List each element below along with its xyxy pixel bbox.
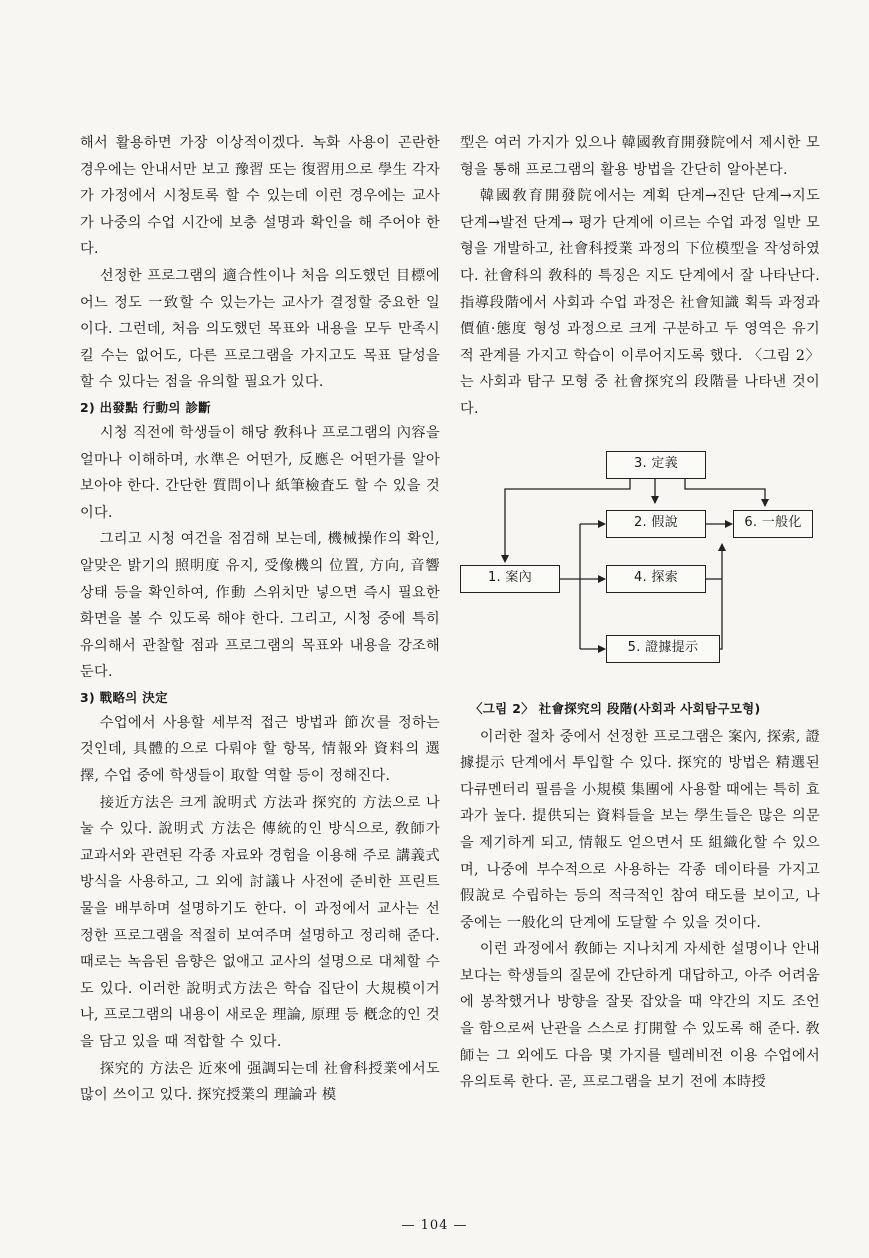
- paragraph: 이러한 절차 중에서 선정한 프로그램은 案內, 探索, 證據提示 단계에서 투입할 수 있다. 探究的 방법은 精選된 다큐멘터리 필름을 小規模 集團에 사용할 때에는 특히 효과가 높다. 提供되는 資料들을 보는 學生들은 많은 의문을 제기하게 되고, 情報도 얻으면서 또 組織化할 수 있으며, 나중에 부수적으로 사용하는 각종 데이타를 가지고 假說로 수립하는 등의 적극적인 참여 태도를 보이고, 나중에는 一般化의 단계에 도달할 수 있을 것이다.: [460, 728, 820, 931]
- section-heading: 3) 戰略의 決定: [80, 689, 168, 705]
- paragraph: 해서 활용하면 가장 이상적이겠다. 녹화 사용이 곤란한 경우에는 안내서만 보고 豫習 또는 復習用으로 學生 각자가 가정에서 시청토록 할 수 있는데 이런 경우에는 교사가 나중의 수업 시간에 보충 설명과 확인을 해 주어야 한다.: [80, 135, 440, 258]
- right-column: [460, 130, 820, 1096]
- section-heading: 2) 出發點 行動의 診斷: [80, 399, 211, 415]
- page-number: — 104 —: [401, 1218, 468, 1233]
- paragraph: 그리고 시청 여건을 점검해 보는데, 機械操作의 확인, 알맞은 밝기의 照明度 유지, 受像機의 位置, 方向, 音響 상태 등을 확인하여, 作動 스위치만 넣으면 즉시 필요한 화면을 볼 수 있도록 해야 한다. 그리고, 시청 중에 특히 유의해서 관찰할 점과 프로그램의 목표와 내용을 강조해 둔다.: [80, 531, 440, 681]
- figure-caption: 〈그림 2〉 社會探究의 段階(사회과 사회탐구모형): [470, 700, 761, 716]
- paragraph: 韓國敎育開發院에서는 계획 단계→진단 단계→지도 단계→발전 단계→ 평가 단계에 이르는 수업 과정 일반 모형을 개발하고, 社會科授業 과정의 下位模型을 작성하였다. 社會科의 敎科的 특징은 지도 단계에서 잘 나타난다. 指導段階에서 사회과 수업 과정은 社會知識 획득 과정과 價値·態度 형성 과정으로 크게 구분하고 두 영역은 유기적 관계를 가지고 학습이 이루어지도록 했다. 〈그림 2〉는 사회과 탐구 모형 중 社會探究의 段階를 나타낸 것이다.: [460, 188, 820, 417]
- stage-2-box: 2. 假說: [606, 510, 706, 538]
- stage-4-box: 4. 探索: [606, 565, 706, 593]
- paragraph: 선정한 프로그램의 適合性이나 처음 의도했던 目標에 어느 정도 一致할 수 있는가는 교사가 결정할 중요한 일이다. 그런데, 처음 의도했던 목표와 내용을 모두 만족시킬 수는 없어도, 다른 프로그램을 가지고도 목표 달성을 할 수 있다는 점을 유의할 필요가 있다.: [80, 267, 440, 391]
- paragraph: 型은 여러 가지가 있으나 韓國敎育開發院에서 제시한 모형을 통해 프로그램의 활용 방법을 간단히 알아본다.: [460, 135, 820, 178]
- figure-social-inquiry-diagram: [460, 429, 820, 694]
- left-column: [80, 130, 440, 1109]
- paragraph: 수업에서 사용할 세부적 접근 방법과 節次를 정하는 것인데, 具體的으로 다뤄야 할 항목, 情報와 資料의 選擇, 수업 중에 학생들이 取할 역할 등이 정해진다.: [80, 714, 440, 785]
- paragraph: 探究的 方法은 近來에 强調되는데 社會科授業에서도 많이 쓰이고 있다. 探究授業의 理論과 模: [80, 1060, 440, 1104]
- stage-6-box: 6. 一般化: [733, 510, 813, 538]
- stage-5-box: 5. 證據提示: [606, 635, 720, 663]
- paragraph: 이런 과정에서 敎師는 지나치게 자세한 설명이나 안내보다는 학생들의 질문에 간단하게 대답하고, 아주 어려움에 봉착했거나 방향을 잘못 잡았을 때 약간의 지도 조언을 함으로써 난관을 스스로 打開할 수 있도록 해 준다. 敎師는 그 외에도 다음 몇 가지를 텔레비전 이용 수업에서 유의토록 한다. 곧, 프로그램을 보기 전에 本時授: [460, 941, 820, 1091]
- stage-1-box: 1. 案內: [460, 565, 560, 593]
- stage-3-box: 3. 定義: [606, 451, 706, 479]
- paragraph: 接近方法은 크게 說明式 方法과 探究的 方法으로 나눌 수 있다. 說明式 方法은 傳統的인 방식으로, 敎師가 교과서와 관련된 각종 자료와 경험을 이용해 주로 講義式 방식을 사용하고, 그 외에 討議나 사전에 준비한 프린트물을 배부하며 설명하기도 한다. 이 과정에서 교사는 선정한 프로그램을 적절히 보여주며 설명하고 정리해 준다. 때로는 녹음된 음향은 없애고 교사의 설명으로 대체할 수도 있다. 이러한 說明式方法은 학습 집단이 大規模이거나, 프로그램의 내용이 새로운 理論, 原理 등 槪念的인 것을 담고 있을 때 적합할 수 있다.: [80, 794, 440, 1050]
- paragraph: 시청 직전에 학생들이 해당 敎科나 프로그램의 內容을 얼마나 이해하며, 水準은 어떤가, 反應은 어떤가를 알아보아야 한다. 간단한 質問이나 紙筆檢査도 할 수 있을 것이다.: [80, 424, 440, 521]
